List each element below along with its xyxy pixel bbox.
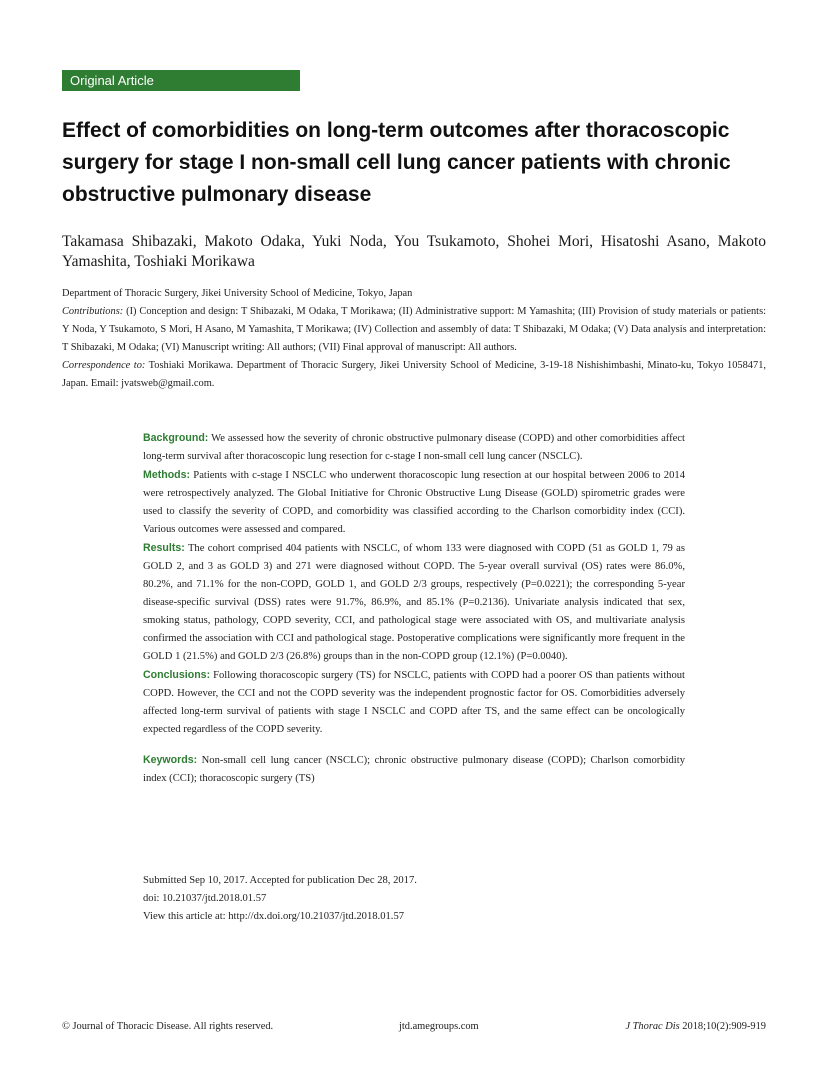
abstract-results xyxy=(143,539,685,666)
contributions xyxy=(62,303,766,357)
abstract-methods xyxy=(143,466,685,539)
methods-label: Methods: xyxy=(143,469,191,481)
correspondence-text: Toshiaki Morikawa. Department of Thoracic Surgery, Jikei University School of Medicine, 3-19-18 Nishishimbashi, Minato-ku, Tokyo 1058471, Japan. Email: jvatsweb@gmail.com. xyxy=(62,360,766,389)
doi: doi: 10.21037/jtd.2018.01.57 xyxy=(143,893,267,904)
publication-info xyxy=(143,872,685,926)
journal-site[interactable]: jtd.amegroups.com xyxy=(399,1021,479,1032)
abstract xyxy=(143,429,685,788)
journal-abbr: J Thorac Dis xyxy=(625,1021,680,1032)
article-title: Effect of comorbidities on long-term outcomes after thoracoscopic surgery for stage I non-small cell lung cancer patients with chronic obstructive pulmonary disease xyxy=(62,119,731,206)
author-list: Takamasa Shibazaki, Makoto Odaka, Yuki Noda, You Tsukamoto, Shohei Mori, Hisatoshi Asano, Makoto Yamashita, Toshiaki Morikawa xyxy=(62,233,766,270)
abstract-conclusions xyxy=(143,666,685,739)
affiliation-block xyxy=(62,285,766,393)
results-text: The cohort comprised 404 patients with NSCLC, of whom 133 were diagnosed with COPD (51 as GOLD 1, 79 as GOLD 2, and 3 as GOLD 3) and 271 were diagnosed without COPD. The 5-year overall survival (OS) rates were 86.0%, 80.2%, and 71.1% for the non-COPD, GOLD 1, and GOLD 2/3 groups, respectively (P=0.0221); the corresponding 5-year disease-specific survival (DSS) rates were 91.7%, 86.9%, and 85.1% (P=0.2136). Univariate analysis indicated that sex, smoking status, pathology, COPD severity, CCI, and pathological stage were associated with OS, and multivariate analysis confirmed the association with CCI and pathological stage. Postoperative complications were significantly more frequent in the GOLD 1 (21.5%) and GOLD 2/3 (26.8%) groups than in the non-COPD group (12.1%) (P=0.0040). xyxy=(143,543,685,662)
article-type-badge: Original Article xyxy=(62,70,300,91)
conclusions-label: Conclusions: xyxy=(143,669,211,681)
background-label: Background: xyxy=(143,432,209,444)
results-label: Results: xyxy=(143,542,185,554)
correspondence xyxy=(62,357,766,393)
keywords-text: Non-small cell lung cancer (NSCLC); chronic obstructive pulmonary disease (COPD); Charlson comorbidity index (CCI); thoracoscopic surgery (TS) xyxy=(143,755,685,784)
methods-text: Patients with c-stage I NSCLC who underwent thoracoscopic lung resection at our hospital between 2006 to 2014 were retrospectively analyzed. The Global Initiative for Chronic Obstructive Lung Disease (GOLD) spirometric grades were used to classify the severity of COPD, and comorbidity was classified according to the Charlson comorbidity index (CCI). Various outcomes were assessed and compared. xyxy=(143,470,685,535)
citation-volume: 2018;10(2):909-919 xyxy=(679,1021,766,1032)
citation xyxy=(625,1021,766,1032)
abstract-background xyxy=(143,429,685,466)
correspondence-label: Correspondence to: xyxy=(62,360,146,371)
background-text: We assessed how the severity of chronic obstructive pulmonary disease (COPD) and other comorbidities affect long-term survival after thoracoscopic lung resection for c-stage I non-small cell lung cancer (NSCLC). xyxy=(143,433,685,462)
contributions-text: (I) Conception and design: T Shibazaki, M Odaka, T Morikawa; (II) Administrative support: M Yamashita; (III) Provision of study materials or patients: Y Noda, Y Tsukamoto, S Mori, H Asano, M Yamashita, T Morikawa; (IV) Collection and assembly of data: T Shibazaki, M Odaka; (V) Data analysis and interpretation: T Shibazaki, M Odaka; (VI) Manuscript writing: All authors; (VII) Final approval of manuscript: All authors. xyxy=(62,306,766,353)
conclusions-text: Following thoracoscopic surgery (TS) for NSCLC, patients with COPD had a poorer OS than patients without COPD. However, the CCI and not the COPD severity was the independent prognostic factor for OS. Comorbidities adversely affected long-term survival of patients with stage I NSCLC and COPD after TS, and the same effect can be oncologically expected regardless of the COPD severity. xyxy=(143,670,685,735)
contributions-label: Contributions: xyxy=(62,306,124,317)
submission-dates: Submitted Sep 10, 2017. Accepted for publication Dec 28, 2017. xyxy=(143,875,417,886)
page-footer xyxy=(62,1021,766,1037)
abstract-keywords xyxy=(143,751,685,788)
affiliation: Department of Thoracic Surgery, Jikei University School of Medicine, Tokyo, Japan xyxy=(62,288,413,299)
article-link[interactable]: View this article at: http://dx.doi.org/10.21037/jtd.2018.01.57 xyxy=(143,911,405,922)
keywords-label: Keywords: xyxy=(143,754,198,766)
copyright: © Journal of Thoracic Disease. All rights reserved. xyxy=(62,1021,274,1032)
